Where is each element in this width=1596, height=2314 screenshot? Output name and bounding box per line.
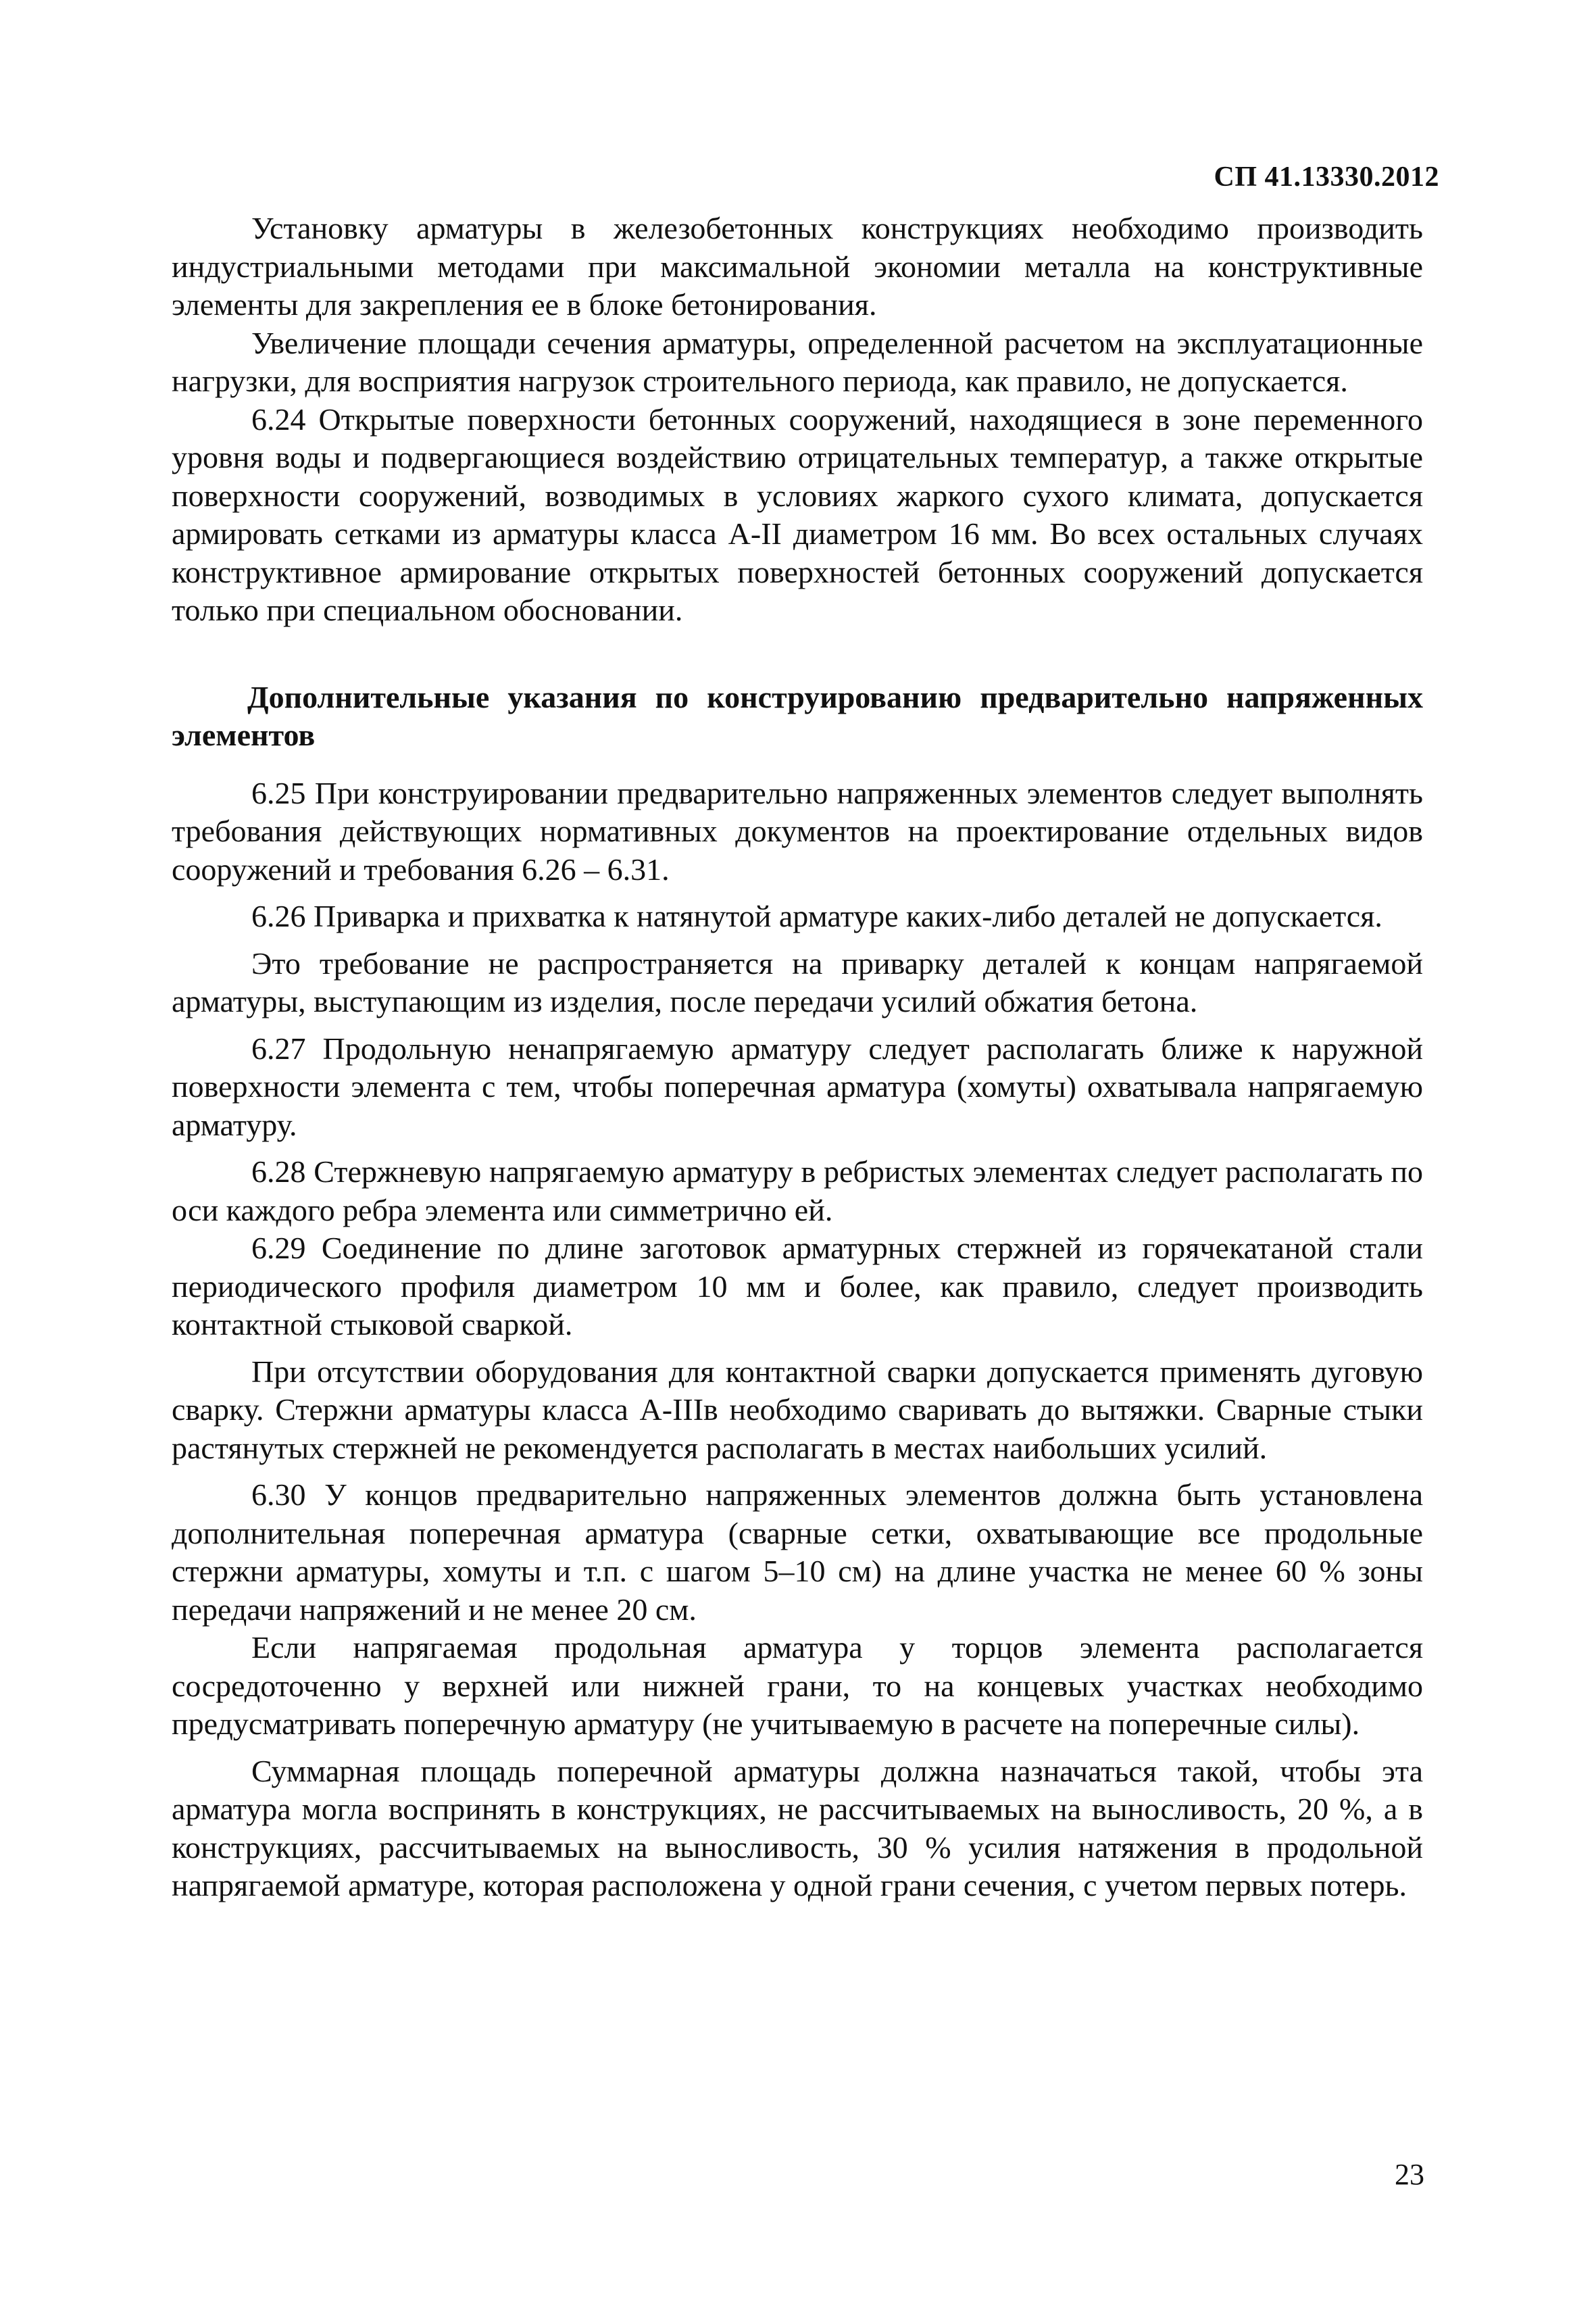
paragraph-reinforcement-installation: Установку арматуры в железобетонных конструкциях необходимо производить индустриальными методами при максимальной экономии металла на конструктивные элементы для закрепления ее в блоке бетонирования. (172, 211, 1423, 322)
document-code-header: СП 41.13330.2012 (1214, 162, 1439, 193)
paragraph-6-28: 6.28 Стержневую напрягаемую арматуру в ребристых элементах следует располагать по оси каждого ребра элемента или симметрично ей. (172, 1154, 1423, 1227)
paragraph-6-24: 6.24 Открытые поверхности бетонных сооружений, находящиеся в зоне переменного уровня воды и подвергающиеся воздействию отрицательных температур, а также открытые поверхности сооружений, возводимых в условиях жаркого сухого климата, допускается армировать сетками из арматуры класса А-II диаметром 16 мм. Во всех остальных случаях конструктивное армирование открытых поверхностей бетонных сооружений допускается только при специальном обосновании. (172, 401, 1423, 627)
paragraph-6-30: 6.30 У концов предварительно напряженных элементов должна быть установлена дополнительная поперечная арматура (сварные сетки, охватывающие все продольные стержни арматуры, хомуты и т.п. с шагом 5–10 см) на длине участка не менее 60 % зоны передачи напряжений и не менее 20 см. (172, 1477, 1423, 1627)
page-content (172, 210, 1423, 1905)
paragraph-6-30-note: Если напрягаемая продольная арматура у торцов элемента располагается сосредоточенно у верхней или нижней грани, то на концевых участках необходимо предусматривать поперечную арматуру (не учитываемую в расчете на поперечные силы). (172, 1630, 1423, 1741)
paragraph-6-25: 6.25 При конструировании предварительно напряженных элементов следует выполнять требования действующих нормативных документов на проектирование отдельных видов сооружений и требования 6.26 – 6.31. (172, 775, 1423, 887)
paragraph-6-29: 6.29 Соединение по длине заготовок арматурных стержней из горячекатаной стали периодического профиля диаметром 10 мм и более, как правило, следует производить контактной стыковой сваркой. (172, 1231, 1423, 1341)
paragraph-6-29-note: При отсутствии оборудования для контактной сварки допускается применять дуговую сварку. Стержни арматуры класса А-IIIв необходимо сваривать до вытяжки. Сварные стыки растянутых стержней не рекомендуется располагать в местах наибольших усилий. (172, 1354, 1423, 1465)
paragraph-6-30-total-area: Суммарная площадь поперечной арматуры должна назначаться такой, чтобы эта арматура могла воспринять в конструкциях, не рассчитываемых на выносливость, 20 %, а в конструкциях, рассчитываемых на выносливость, 30 % усилия натяжения в продольной напрягаемой арматуре, которая расположена у одной грани сечения, с учетом первых потерь. (172, 1753, 1423, 1902)
section-heading: Дополнительные указания по конструированию предварительно напряженных элементов (172, 679, 1423, 752)
paragraph-6-26: 6.26 Приварка и прихватка к натянутой арматуре каких-либо деталей не допускается. (251, 899, 1382, 933)
paragraph-6-26-note: Это требование не распространяется на приварку деталей к концам напрягаемой арматуры, выступающим из изделия, после передачи усилий обжатия бетона. (172, 945, 1423, 1018)
paragraph-6-27: 6.27 Продольную ненапрягаемую арматуру следует располагать ближе к наружной поверхности элемента с тем, чтобы поперечная арматура (хомуты) охватывала напрягаемую арматуру. (172, 1031, 1423, 1142)
page-number: 23 (1395, 2158, 1424, 2191)
paragraph-cross-section-increase: Увеличение площади сечения арматуры, определенной расчетом на эксплуатационные нагрузки, для восприятия нагрузок строительного периода, как правило, не допускается. (172, 325, 1423, 398)
